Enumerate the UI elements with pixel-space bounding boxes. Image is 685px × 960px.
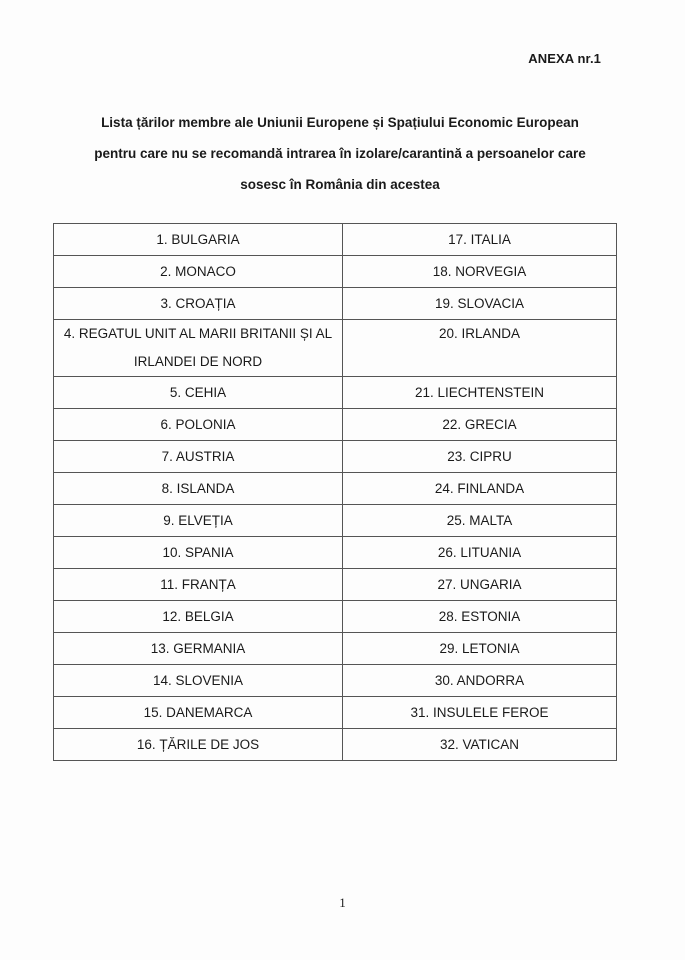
country-cell: 19. SLOVACIA bbox=[343, 288, 617, 320]
country-cell: 9. ELVEȚIA bbox=[54, 505, 343, 537]
annex-label: ANEXA nr.1 bbox=[528, 51, 601, 66]
table-row bbox=[54, 537, 617, 569]
table-row bbox=[54, 409, 617, 441]
table-row bbox=[54, 288, 617, 320]
country-cell: 20. IRLANDA bbox=[343, 320, 617, 377]
country-cell: 32. VATICAN bbox=[343, 729, 617, 761]
country-cell: 11. FRANȚA bbox=[54, 569, 343, 601]
countries-table bbox=[53, 223, 617, 761]
country-cell: 21. LIECHTENSTEIN bbox=[343, 377, 617, 409]
country-cell: 31. INSULELE FEROE bbox=[343, 697, 617, 729]
table-row bbox=[54, 601, 617, 633]
page-number: 1 bbox=[339, 895, 346, 910]
country-cell: 28. ESTONIA bbox=[343, 601, 617, 633]
table-row bbox=[54, 697, 617, 729]
country-cell: 4. REGATUL UNIT AL MARII BRITANII ȘI AL IRLANDEI DE NORD bbox=[54, 320, 343, 377]
country-cell: 16. ȚĂRILE DE JOS bbox=[54, 729, 343, 761]
country-cell: 15. DANEMARCA bbox=[54, 697, 343, 729]
country-cell: 23. CIPRU bbox=[343, 441, 617, 473]
country-cell: 24. FINLANDA bbox=[343, 473, 617, 505]
country-cell: 14. SLOVENIA bbox=[54, 665, 343, 697]
table-row bbox=[54, 377, 617, 409]
table-row bbox=[54, 665, 617, 697]
table-row bbox=[54, 256, 617, 288]
table-row bbox=[54, 729, 617, 761]
country-cell: 30. ANDORRA bbox=[343, 665, 617, 697]
country-cell: 7. AUSTRIA bbox=[54, 441, 343, 473]
country-cell: 29. LETONIA bbox=[343, 633, 617, 665]
country-cell: 22. GRECIA bbox=[343, 409, 617, 441]
table-row bbox=[54, 505, 617, 537]
country-cell: 3. CROAȚIA bbox=[54, 288, 343, 320]
country-cell: 13. GERMANIA bbox=[54, 633, 343, 665]
table-row bbox=[54, 441, 617, 473]
table-row bbox=[54, 224, 617, 256]
table-row bbox=[54, 569, 617, 601]
country-cell: 18. NORVEGIA bbox=[343, 256, 617, 288]
title-line: pentru care nu se recomandă intrarea în izolare/carantină a persoanelor care bbox=[94, 146, 586, 161]
title-line: Lista țărilor membre ale Uniunii Europene și Spațiului Economic European bbox=[101, 115, 579, 130]
country-cell: 6. POLONIA bbox=[54, 409, 343, 441]
country-cell: 27. UNGARIA bbox=[343, 569, 617, 601]
country-cell: 8. ISLANDA bbox=[54, 473, 343, 505]
country-cell: 5. CEHIA bbox=[54, 377, 343, 409]
document-title bbox=[60, 107, 620, 200]
table-row bbox=[54, 633, 617, 665]
country-cell: 25. MALTA bbox=[343, 505, 617, 537]
country-cell: 17. ITALIA bbox=[343, 224, 617, 256]
country-cell: 10. SPANIA bbox=[54, 537, 343, 569]
title-line: sosesc în România din acestea bbox=[240, 177, 440, 192]
country-cell: 26. LITUANIA bbox=[343, 537, 617, 569]
country-cell: 1. BULGARIA bbox=[54, 224, 343, 256]
country-cell: 2. MONACO bbox=[54, 256, 343, 288]
table-row bbox=[54, 320, 617, 377]
table-row bbox=[54, 473, 617, 505]
country-cell: 12. BELGIA bbox=[54, 601, 343, 633]
